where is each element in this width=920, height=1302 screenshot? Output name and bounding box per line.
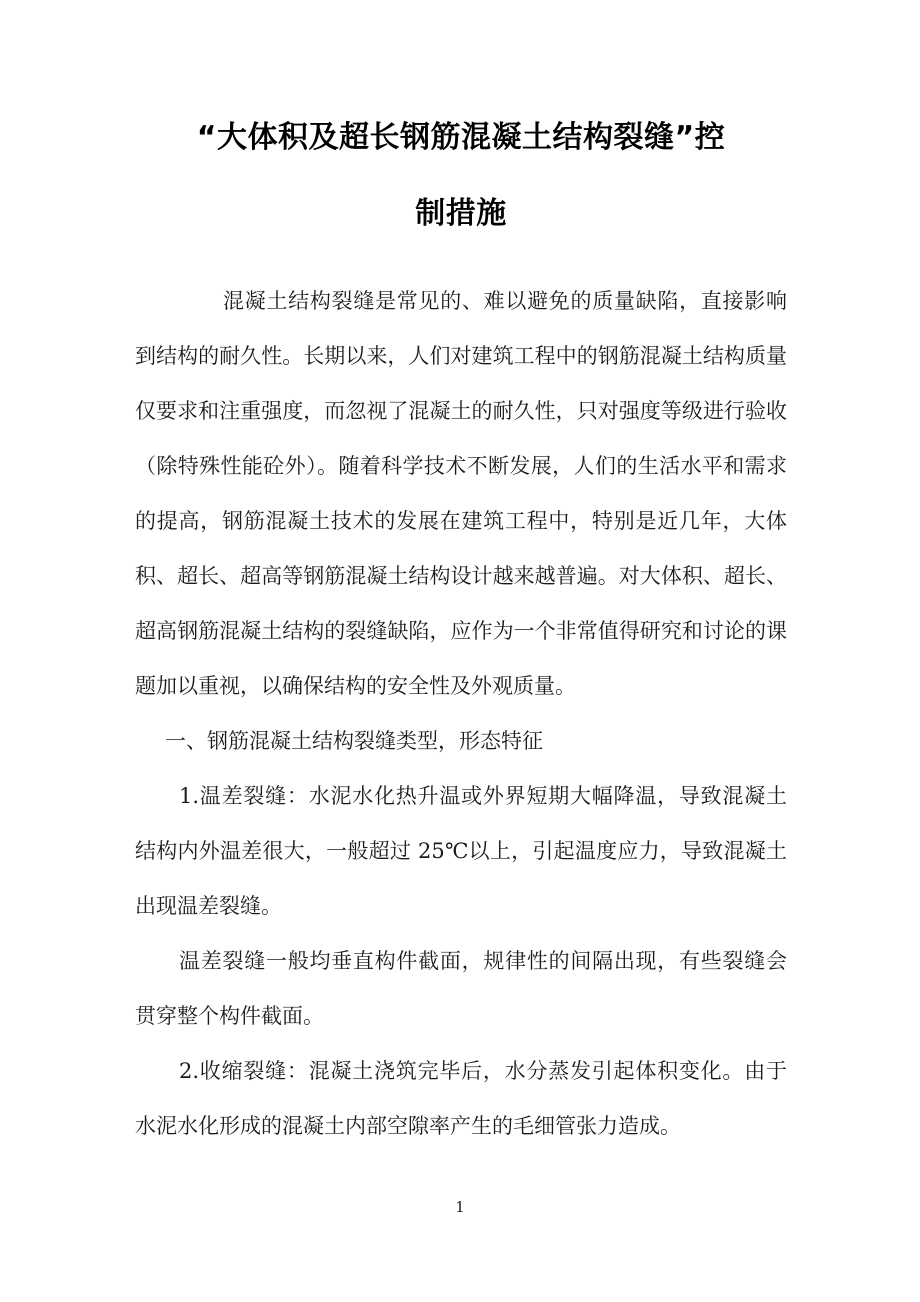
section-heading-crack-types: 一、钢筋混凝土结构裂缝类型，形态特征: [165, 729, 543, 753]
document-content: [135, 100, 787, 1154]
document-body: [135, 274, 787, 1154]
page-title-line-2: 制措施: [415, 196, 507, 231]
paragraph-item-thermal-crack-detail: 温差裂缝一般均垂直构件截面，规律性的间隔出现，有些裂缝会贯穿整个构件截面。: [135, 949, 787, 1028]
page-title-line-1: “大体积及超长钢筋混凝土结构裂缝”控: [196, 120, 726, 155]
paragraph-item-thermal-crack: 1.温差裂缝：水泥水化热升温或外界短期大幅降温，导致混凝土结构内外温差很大，一般超过 25℃以上，引起温度应力，导致混凝土出现温差裂缝。: [135, 784, 787, 918]
paragraph-intro: 混凝土结构裂缝是常见的、难以避免的质量缺陷，直接影响到结构的耐久性。长期以来，人们对建筑工程中的钢筋混凝土结构质量仅要求和注重强度，而忽视了混凝土的耐久性，只对强度等级进行验收（除特殊性能砼外）。随着科学技术不断发展，人们的生活水平和需求的提高，钢筋混凝土技术的发展在建筑工程中，特别是近几年，大体积、超长、超高等钢筋混凝土结构设计越来越普遍。对大体积、超长、超高钢筋混凝土结构的裂缝缺陷，应作为一个非常值得研究和讨论的课题加以重视，以确保结构的安全性及外观质量。: [135, 289, 787, 698]
page-number: 1: [455, 1198, 465, 1216]
page-title: [135, 100, 787, 252]
paragraph-item-shrinkage-crack: 2.收缩裂缝：混凝土浇筑完毕后，水分蒸发引起体积变化。由于水泥水化形成的混凝土内部空隙率产生的毛细管张力造成。: [135, 1059, 787, 1138]
